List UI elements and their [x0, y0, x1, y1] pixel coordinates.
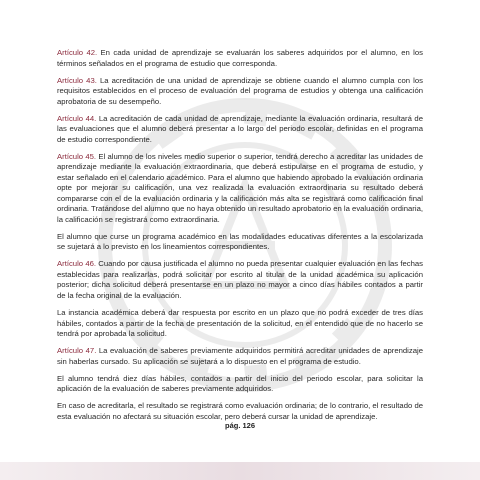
- paragraph-text: La evaluación de saberes previamente adquiridos permitirá acreditar unidades de aprendizaje sin haberlas cursado. Su aplicación se sujetará a lo dispuesto en el programa de estudio.: [57, 346, 423, 366]
- article-47-paragraph: [57, 346, 423, 367]
- paragraph-text: En cada unidad de aprendizaje se evaluarán los saberes adquiridos por el alumno, en los términos señalados en el programa de estudio que corresponda.: [57, 48, 423, 68]
- paragraph-text: Cuando por causa justificada el alumno no pueda presentar cualquier evaluación en las fechas establecidas para realizarlas, podrá solicitar por escrito al titular de la unidad académica su aplicación posterior; dicha solicitud deberá presentarse en un plazo no mayor a cinco días hábiles contados a partir de la fecha original de la evaluación.: [57, 259, 423, 300]
- article-47-final-paragraph: [57, 401, 423, 422]
- article-label: Artículo 43.: [57, 75, 97, 85]
- paragraph-text: El alumno de los niveles medio superior o superior, tendrá derecho a acreditar las unidades de aprendizaje mediante la evaluación extraordinaria, que deberá estipularse en el programa de estudio, y estar señalado en el calendario académico. Para el alumno que habiendo aprobado la evaluación ordinaria opte por mejorar su calificación, una vez realizada la evaluación extraordinaria su resultado deberá compararse con el de la evaluación ordinaria y la calificación más alta se registrará como calificación final ordinaria. Tratándose del alumno que no haya obtenido un resultado aprobatorio en la evaluación ordinaria, la calificación se registrará como extraordinaria.: [57, 151, 423, 224]
- paragraph-text: La acreditación de una unidad de aprendizaje se obtiene cuando el alumno cumpla con los requisitos establecidos en el proceso de evaluación del programa de estudios y obtenga una calificación aprobatoria de su desempeño.: [57, 75, 423, 106]
- article-43-paragraph: [57, 76, 423, 108]
- article-44-paragraph: [57, 114, 423, 146]
- article-45-paragraph: [57, 152, 423, 226]
- paragraph-text: En caso de acreditarla, el resultado se registrará como evaluación ordinaria; de lo contrario, el resultado de esta evaluación no afectará su situación escolar, pero deberá cursar la unidad de aprendizaje.: [57, 401, 423, 421]
- footer-band: [0, 462, 480, 480]
- article-label: Artículo 44.: [57, 113, 97, 123]
- article-45-continuation-paragraph: [57, 232, 423, 253]
- article-label: Artículo 47.: [57, 346, 97, 356]
- article-label: Artículo 42.: [57, 48, 98, 57]
- article-label: Artículo 45.: [57, 151, 97, 161]
- article-42-paragraph: [57, 48, 423, 69]
- paragraph-text: La acreditación de cada unidad de aprendizaje, mediante la evaluación ordinaria, resultará de las evaluaciones que el alumno deberá presentar a lo largo del periodo escolar, definidas en el programa de estudio correspondiente.: [57, 113, 423, 144]
- article-label: Artículo 46.: [57, 259, 97, 269]
- paragraph-text: El alumno tendrá diez días hábiles, contados a partir del inicio del periodo escolar, para solicitar la aplicación de la evaluación de saberes previamente adquiridos.: [57, 373, 423, 394]
- page-number: pág. 126: [224, 421, 255, 430]
- paragraph-text: La instancia académica deberá dar respuesta por escrito en un plazo que no podrá exceder de tres días hábiles, contados a partir de la fecha de presentación de la solicitud, en el entendido que de no hacerlo se tendrá por aprobada la solicitud.: [57, 308, 423, 339]
- paragraph-text: El alumno que curse un programa académico en las modalidades educativas diferentes a la escolarizada se sujetará a lo previsto en los lineamientos correspondientes.: [57, 231, 423, 252]
- article-47-continuation-paragraph: [57, 374, 423, 395]
- document-body: [57, 48, 423, 429]
- article-46-paragraph: [57, 259, 423, 301]
- article-46-continuation-paragraph: [57, 308, 423, 340]
